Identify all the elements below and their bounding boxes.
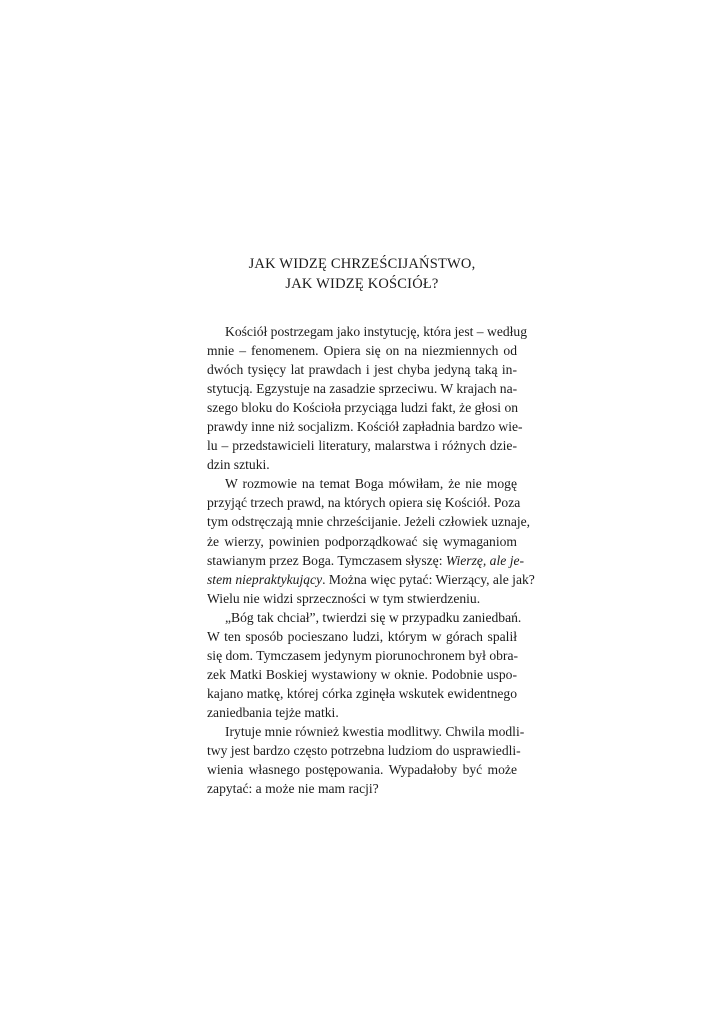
text-line: że wierzy, powinien podporządkować się wymaganiom (207, 533, 517, 549)
italic-quote: stem niepraktykujący (207, 571, 323, 587)
text-line: tym odstręczają mnie chrześcijanie. Jeżeli człowiek uznaje, (207, 514, 531, 530)
chapter-title (207, 254, 517, 294)
text-line: zek Matki Boskiej wystawiony w oknie. Podobnie uspo- (207, 666, 517, 682)
text-line: się dom. Tymczasem jedynym piorunochronem był obra- (207, 647, 519, 663)
text-line-mixed (207, 551, 525, 570)
body-text (207, 322, 535, 798)
italic-quote: Wierzę, ale je- (445, 552, 525, 568)
text-line: zaniedbania tejże matki. (207, 704, 339, 720)
text-line: dwóch tysięcy lat prawdach i jest chyba jedyną taką in- (207, 362, 517, 378)
paragraph-4 (207, 722, 525, 798)
text-segment: stawianym przez Boga. Tymczasem słyszę: (207, 552, 446, 568)
paragraph-2 (207, 474, 535, 607)
text-line: wienia własnego postępowania. Wypadałoby być może (207, 762, 517, 778)
text-line: przyjąć trzech prawd, na których opiera się Kościół. Poza (207, 495, 521, 511)
text-line: W rozmowie na temat Boga mówiłam, że nie mogę (225, 476, 517, 492)
text-line: W ten sposób pocieszano ludzi, którym w górach spalił (207, 628, 517, 644)
text-line: lu – przedstawicieli literatury, malarstwa i różnych dzie- (207, 438, 517, 454)
text-line: twy jest bardzo często potrzebna ludziom do usprawiedli- (207, 743, 521, 759)
text-line: stytucją. Egzystuje na zasadzie sprzeciwu. W krajach na- (207, 381, 518, 397)
paragraph-1 (207, 322, 528, 474)
text-line: Wielu nie widzi sprzeczności w tym stwierdzeniu. (207, 590, 481, 606)
text-line-mixed (207, 570, 535, 589)
chapter-title-line-1: JAK WIDZĘ CHRZEŚCIJAŃSTWO, (248, 256, 476, 272)
text-line: szego bloku do Kościoła przyciąga ludzi fakt, że głosi on (207, 400, 519, 416)
text-line: dzin sztuki. (207, 457, 270, 473)
text-line: Irytuje mnie również kwestia modlitwy. Chwila modli- (225, 723, 525, 739)
text-segment: . Można więc pytać: Wierzący, ale jak? (322, 571, 535, 587)
text-line: zapytać: a może nie mam racji? (207, 781, 379, 797)
text-line: kajano matkę, której córka zginęła wskutek ewidentnego (207, 685, 517, 701)
text-line: Kościół postrzegam jako instytucję, która jest – według (225, 324, 528, 339)
paragraph-3 (207, 608, 522, 722)
text-line: prawdy inne niż socjalizm. Kościół zapładnia bardzo wie- (207, 419, 523, 435)
text-line: „Bóg tak chciał”, twierdzi się w przypadku zaniedbań. (225, 609, 522, 625)
chapter-title-line-2: JAK WIDZĘ KOŚCIÓŁ? (285, 276, 439, 292)
text-line: mnie – fenomenem. Opiera się on na niezmiennych od (207, 343, 517, 359)
